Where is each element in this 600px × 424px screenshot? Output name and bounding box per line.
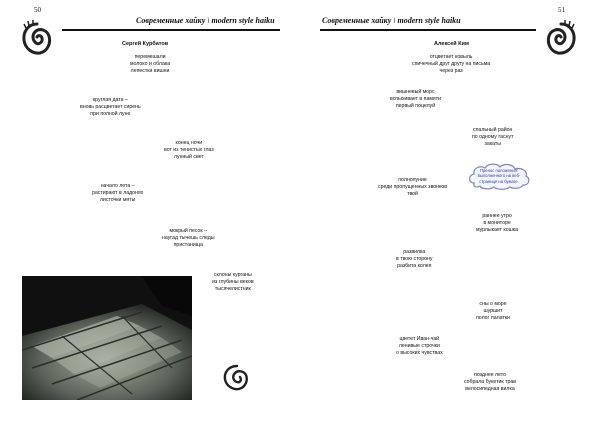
note-text: Пренос положения: выполненного на веб-странице на бумаге. bbox=[477, 168, 521, 184]
poem-line: раннее утро bbox=[482, 213, 512, 219]
poem-line: твой bbox=[407, 191, 418, 198]
haiku-poem bbox=[164, 140, 214, 162]
poem-line: среди пропущенных звонков bbox=[378, 184, 447, 191]
poem-line: начало лета – bbox=[100, 183, 135, 189]
poem-line: лунный свет bbox=[173, 154, 204, 161]
poem-line: листочки мяты bbox=[99, 197, 136, 204]
poem-line: пристанища bbox=[173, 242, 203, 249]
header-rule bbox=[320, 29, 536, 31]
haiku-poem bbox=[162, 228, 215, 250]
header-rule bbox=[62, 29, 280, 31]
haiku-poem bbox=[92, 183, 143, 205]
poem-line: шуршит bbox=[483, 308, 503, 315]
poem-line: ленивые строчки bbox=[398, 343, 440, 350]
author-name: Алексей Ким bbox=[434, 41, 469, 47]
spiral-logo-icon bbox=[544, 20, 578, 58]
poem-line: собрала букетик трав bbox=[464, 379, 517, 386]
haiku-poem bbox=[130, 54, 170, 76]
poem-line: перемешали bbox=[134, 54, 166, 60]
poem-line: о высоких чувствах bbox=[396, 350, 443, 357]
poem-line: полнолуние bbox=[398, 177, 427, 183]
poem-line: цветет Иван-чай bbox=[399, 336, 440, 342]
poem-line: конец ночи bbox=[175, 140, 203, 146]
page-header: Современные хайку \ modern style haiku bbox=[322, 16, 461, 25]
author-name: Сергей Курбатов bbox=[122, 41, 169, 47]
page-number: 51 bbox=[558, 6, 565, 14]
poem-line: круглая дата – bbox=[92, 97, 128, 103]
poem-line: при полной луне bbox=[90, 111, 131, 118]
haiku-poem bbox=[80, 97, 141, 119]
wooden-floor-photo bbox=[22, 276, 192, 400]
haiku-poem bbox=[390, 89, 441, 111]
poem-line: растирают в ладонях bbox=[92, 190, 144, 197]
poem-line: закаты bbox=[484, 141, 501, 148]
haiku-poem bbox=[476, 301, 510, 323]
poem-line: полог палатки bbox=[476, 315, 510, 322]
poem-line: мокрый песок – bbox=[169, 228, 208, 234]
poem-line: первый поцелуй bbox=[395, 103, 436, 110]
poem-line: отцветает ковыль bbox=[429, 54, 473, 60]
poem-line: разбита колея bbox=[397, 263, 432, 270]
cloud-note bbox=[466, 161, 532, 191]
page-header: Современные хайку \ modern style haiku bbox=[136, 16, 275, 25]
poem-line: тысячелистник bbox=[214, 286, 251, 293]
poem-line: мурлыкает кошка bbox=[476, 227, 519, 234]
haiku-poem bbox=[396, 336, 443, 358]
spiral-logo-icon bbox=[20, 20, 54, 58]
poem-line: склоны курганы bbox=[213, 272, 252, 278]
poem-line: спичечный друг другу на письма bbox=[412, 61, 491, 68]
poem-line: велосипедная вилка bbox=[465, 386, 515, 393]
poem-line: спальный район bbox=[473, 127, 513, 133]
haiku-poem bbox=[378, 177, 447, 199]
poem-line: лепестки вишни bbox=[130, 68, 170, 75]
poem-line: молоко и облака bbox=[130, 61, 171, 68]
poem-line: вишневый морс bbox=[396, 89, 435, 95]
haiku-poem bbox=[472, 127, 513, 149]
spiral-icon bbox=[220, 362, 254, 394]
poem-line: вновь расцветает сирень bbox=[80, 104, 141, 111]
poem-line: в твою сторону bbox=[396, 256, 433, 263]
haiku-poem bbox=[464, 372, 516, 394]
poem-line: развилка bbox=[403, 249, 426, 255]
poem-line: вспыхивает в памяти bbox=[390, 96, 441, 103]
poem-line: сны о море bbox=[479, 301, 507, 307]
poem-line: позднее лето bbox=[474, 372, 506, 378]
poem-line: вот из тенистых глаз bbox=[164, 147, 214, 154]
poem-line: по одному гаснут bbox=[472, 134, 514, 141]
poem-line: через раз bbox=[439, 68, 463, 75]
poem-line: в мониторе bbox=[483, 220, 511, 227]
page-number: 50 bbox=[34, 6, 41, 14]
poem-line: наугад тычешь следы bbox=[162, 235, 215, 242]
right-page bbox=[300, 0, 600, 424]
haiku-poem bbox=[396, 249, 433, 271]
poem-line: из глубины веков bbox=[212, 279, 254, 286]
haiku-poem bbox=[212, 272, 254, 294]
haiku-poem bbox=[412, 54, 490, 76]
haiku-poem bbox=[476, 213, 518, 235]
